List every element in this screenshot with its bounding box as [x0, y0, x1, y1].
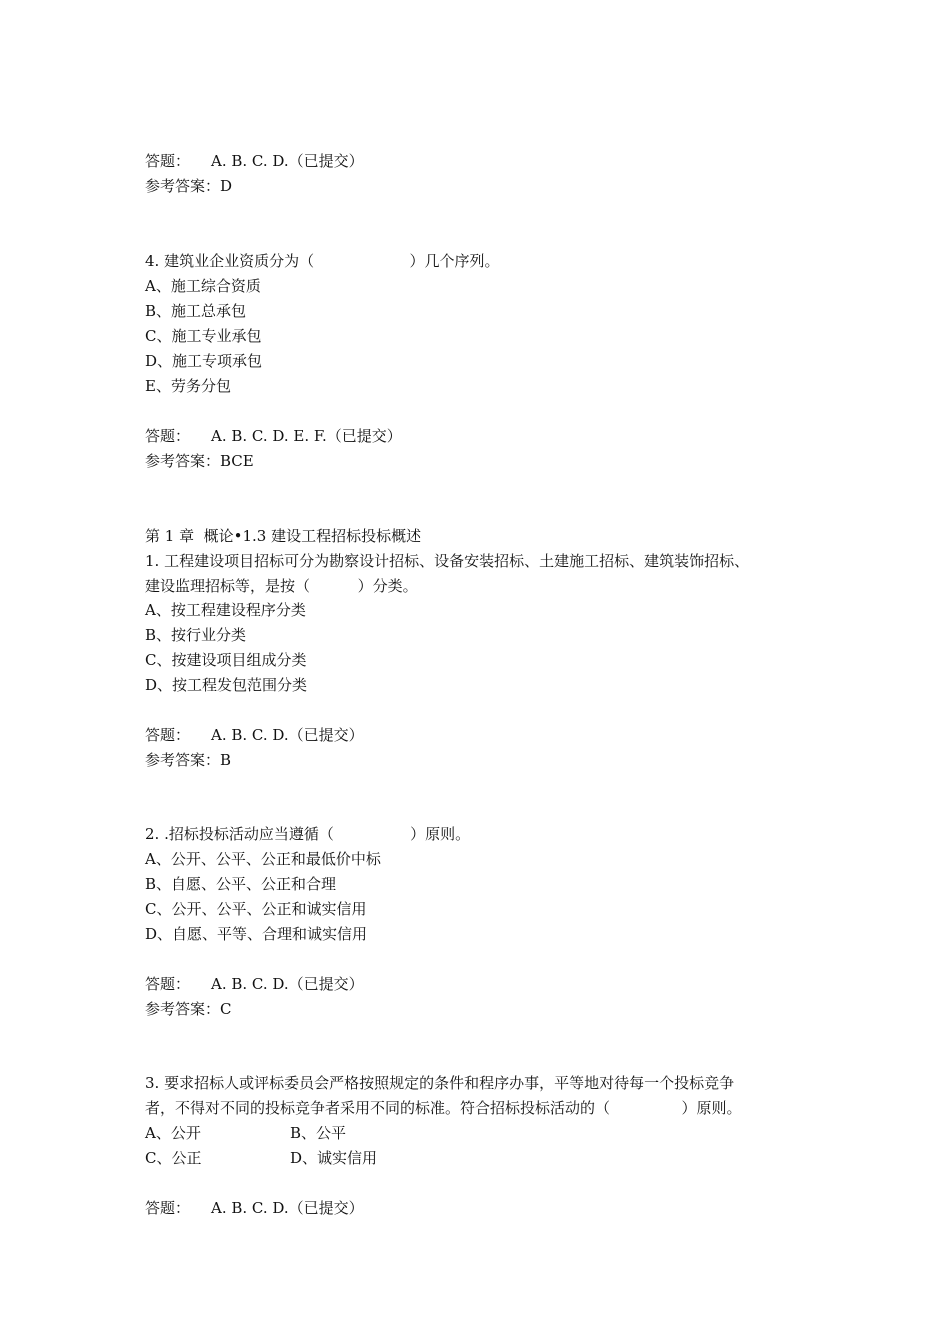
option-a: A、公开、公平、公正和最低价中标	[145, 850, 381, 868]
option-c: C、公开、公平、公正和诚实信用	[145, 900, 367, 918]
option-d: D、按工程发包范围分类	[145, 676, 308, 694]
reference-answer: 参考答案：D	[145, 177, 233, 195]
section-title: 第 1 章 概论•1.3 建设工程招标投标概述	[145, 527, 422, 545]
answer-options: A. B. C. D.（已提交）	[211, 726, 364, 744]
question-stem-line2: 建设监理招标等，是按（ ）分类。	[145, 577, 418, 595]
question-stem-line2: 者，不得对不同的投标竞争者采用不同的标准。符合招标投标活动的（ ）原则。	[145, 1099, 742, 1117]
answer-label: 答题：	[145, 427, 191, 445]
option-a: A、公开	[145, 1124, 201, 1142]
answer-row	[145, 150, 364, 172]
question-stem: 4. 建筑业企业资质分为（ ）几个序列。	[145, 252, 500, 270]
answer-label: 答题：	[145, 726, 191, 744]
option-a: A、施工综合资质	[145, 277, 261, 295]
option-b: B、施工总承包	[145, 302, 247, 320]
option-c: C、施工专业承包	[145, 327, 262, 345]
answer-label: 答题：	[145, 975, 191, 993]
answer-options: A. B. C. D.（已提交）	[211, 975, 364, 993]
option-c: C、公正	[145, 1149, 202, 1167]
answer-options: A. B. C. D.（已提交）	[211, 1199, 364, 1217]
option-c: C、按建设项目组成分类	[145, 651, 307, 669]
option-b: B、公平	[290, 1124, 347, 1142]
option-a: A、按工程建设程序分类	[145, 601, 306, 619]
answer-row	[145, 1197, 364, 1219]
answer-options: A. B. C. D.（已提交）	[211, 152, 364, 170]
answer-row	[145, 724, 364, 746]
question-stem-line1: 3. 要求招标人或评标委员会严格按照规定的条件和程序办事，平等地对待每一个投标竞争	[145, 1074, 735, 1092]
question-stem-line1: 1. 工程建设项目招标可分为勘察设计招标、设备安装招标、土建施工招标、建筑装饰招标、	[145, 552, 750, 570]
option-d: D、诚实信用	[290, 1149, 378, 1167]
answer-options: A. B. C. D. E. F.（已提交）	[211, 427, 402, 445]
reference-answer: 参考答案：C	[145, 1000, 232, 1018]
question-stem: 2. .招标投标活动应当遵循（ ）原则。	[145, 825, 471, 843]
option-d: D、施工专项承包	[145, 352, 263, 370]
reference-answer: 参考答案：BCE	[145, 452, 254, 470]
answer-row	[145, 973, 364, 995]
answer-label: 答题：	[145, 152, 191, 170]
option-b: B、按行业分类	[145, 626, 247, 644]
option-d: D、自愿、平等、合理和诚实信用	[145, 925, 368, 943]
option-e: E、劳务分包	[145, 377, 231, 395]
option-b: B、自愿、公平、公正和合理	[145, 875, 337, 893]
answer-row	[145, 425, 402, 447]
reference-answer: 参考答案：B	[145, 751, 232, 769]
answer-label: 答题：	[145, 1199, 191, 1217]
